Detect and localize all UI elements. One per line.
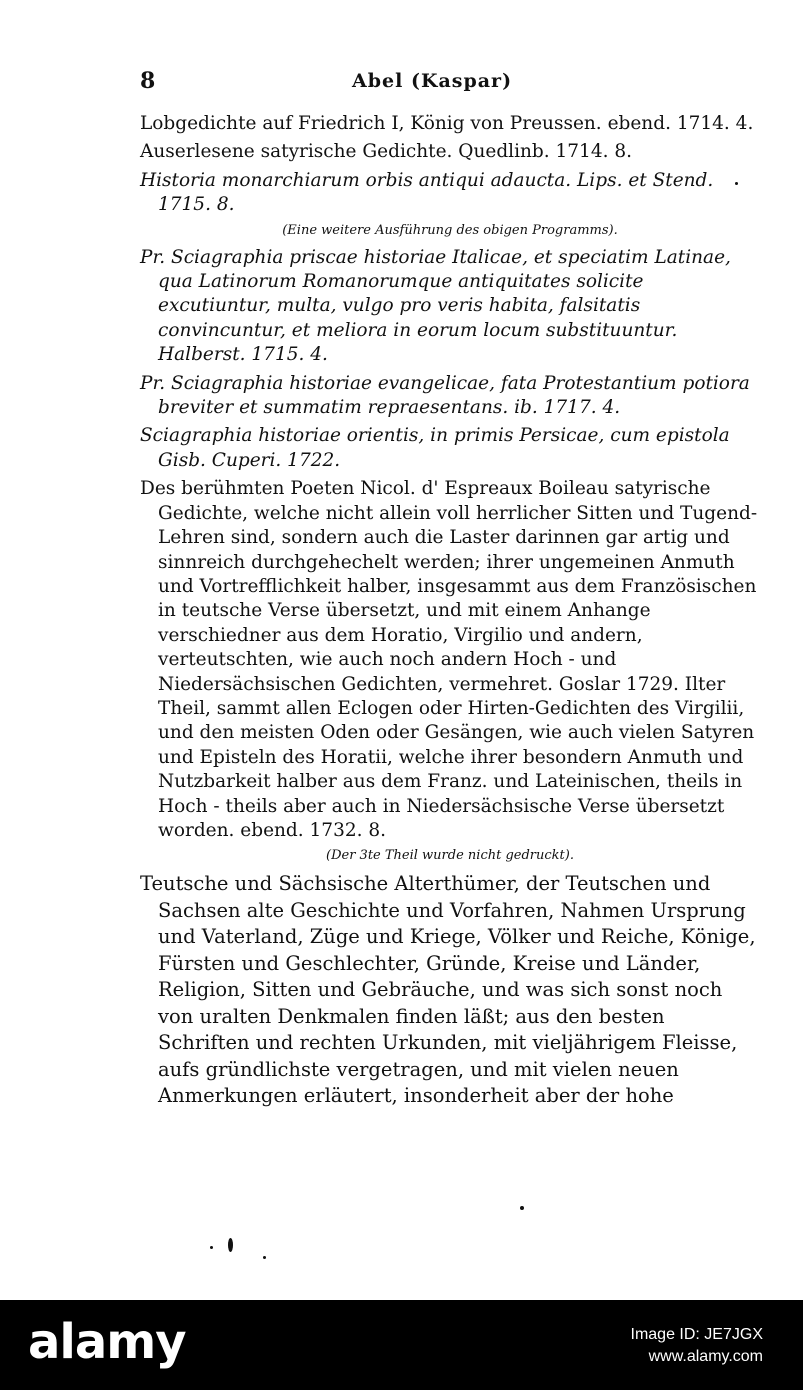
entry-boileau-gedichte: Des berühmten Poeten Nicol. d' Espreaux Boileau satyrische Gedichte, welche nicht allein voll herrlicher Sitten und Tugend-Lehren sind, sondern auch die Laster darinnen gar artig und sinnreich durchgehechelt werden; ihrer ungemeinen Anmuth und Vortrefflichkeit halber, insgesammt aus dem Französischen in teutsche Verse übersetzt, und mit einem Anhange verschiedner aus dem Horatio, Virgilio und andern, verteutschten, wie auch noch andern Hoch - und Niedersächsischen Gedichten, vermehret. Goslar 1729. Ilter Theil, sammt allen Eclogen oder Hirten-Gedichten des Virgilii, und den meisten Oden oder Gesängen, wie auch vielen Satyren und Episteln des Horatii, welche ihrer besondern Anmuth und Nutzbarkeit halber aus dem Franz. und Lateinischen, theils in Hoch - theils aber auch in Niedersächsische Verse übersetzt worden. ebend. 1732. 8. xyxy=(140,478,758,841)
entry-lobgedichte: Lobgedichte auf Friedrich I, König von Preussen. ebend. 1714. 4. xyxy=(140,113,754,134)
page-number: 8 xyxy=(140,68,156,94)
ink-speck xyxy=(520,1206,524,1210)
entry-sciagraphia-italicae: Pr. Sciagraphia priscae historiae Italicae, et speciatim Latinae, qua Latinorum Romanorumque antiquitates solicite excutiuntur, multa, vulgo pro veris habita, falsitatis convincuntur, et meliora in eorum locum substituuntur. Halberst. 1715. 4. xyxy=(140,246,731,366)
page-header xyxy=(140,68,760,98)
entry-satyrische-gedichte: Auserlesene satyrische Gedichte. Quedlinb. 1714. 8. xyxy=(140,141,633,163)
ink-speck xyxy=(263,1256,266,1259)
entry-alterthuemer: Teutsche und Sächsische Alterthümer, der Teutschen und Sachsen alte Geschichte und Vorfahren, Nahmen Ursprung und Vaterland, Züge und Kriege, Völker und Reiche, Könige, Fürsten und Geschlechter, Gründe, Kreise und Länder, Religion, Sitten und Gebräuche, und was sich sonst noch von uralten Denkmalen finden läßt; aus den besten Schriften und rechten Urkunden, mit vieljährigem Fleisse, aufs gründlichste vergetragen, und mit vielen neuen Anmerkungen erläutert, insonderheit aber der hohe xyxy=(140,872,756,1108)
ink-speck xyxy=(210,1246,213,1249)
image-id: Image ID: JE7JGX xyxy=(630,1326,763,1343)
watermark-bar xyxy=(0,1300,803,1390)
entry-historia-monarchiarum: Historia monarchiarum orbis antiqui adaucta. Lips. et Stend. 1715. 8. xyxy=(140,169,714,216)
running-head: Abel (Kaspar) xyxy=(352,70,513,92)
entry-sciagraphia-evangelicae: Pr. Sciagraphia historiae evangelicae, fata Protestantium potiora breviter et summatim repraesentans. ib. 1717. 4. xyxy=(140,372,750,419)
entry-sciagraphia-orientis: Sciagraphia historiae orientis, in primis Persicae, cum epistola Gisb. Cuperi. 1722. xyxy=(140,425,730,471)
image-id-label xyxy=(631,1324,764,1368)
ink-speck xyxy=(735,182,738,185)
site-url: www.alamy.com xyxy=(648,1348,763,1365)
ink-speck xyxy=(228,1238,233,1252)
bibliography-text xyxy=(140,112,760,1114)
alamy-logo: alamy xyxy=(28,1314,186,1370)
note-programm: (Eine weitere Ausführung des obigen Programms). xyxy=(282,222,618,238)
note-dritter-theil: (Der 3te Theil wurde nicht gedruckt). xyxy=(326,848,574,864)
